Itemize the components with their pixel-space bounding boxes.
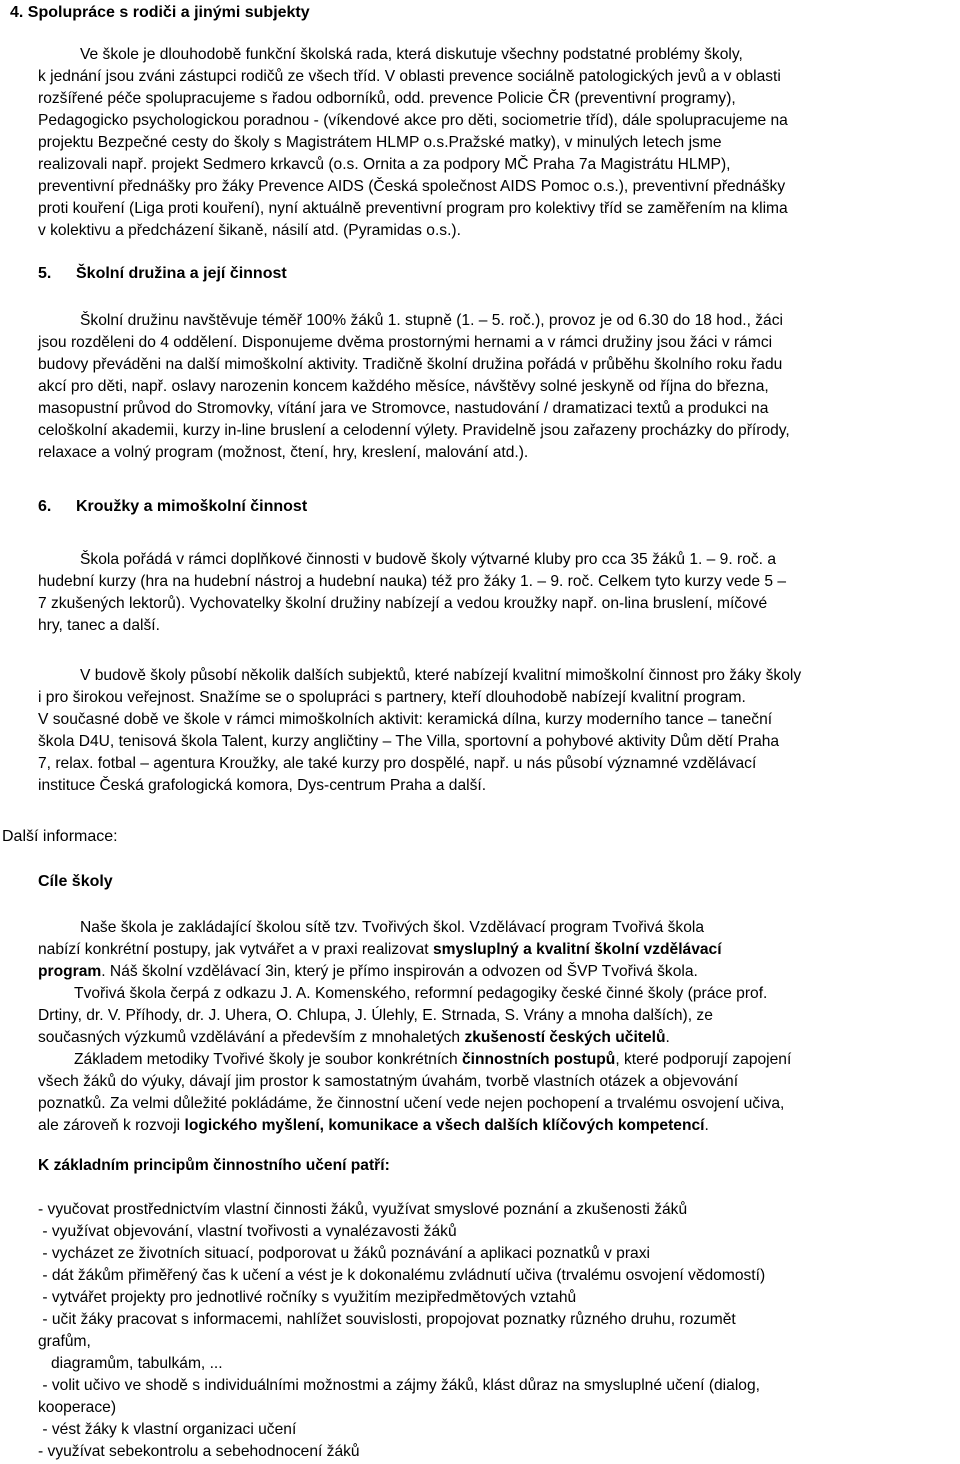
section-6-p2-line-3: V současné době ve škole v rámci mimoškolních aktivit: keramická dílna, kurzy moderního tance – taneční bbox=[38, 711, 773, 728]
section-6-p2-line-2: i pro širokou veřejnost. Snažíme se o spolupráci s partnery, kteří dlouhodobě nabízejí kvalitní program. bbox=[38, 689, 746, 706]
principle-item: - vyučovat prostřednictvím vlastní činnosti žáků, využívat smyslové poznání a zkušenosti žáků bbox=[38, 1201, 688, 1218]
principle-item: kooperace) bbox=[38, 1399, 117, 1416]
section-4-line-6: realizovali např. projekt Sedmero krkavců (o.s. Ornita a za podpory MČ Praha 7a Magistrátu HLMP), bbox=[38, 156, 731, 173]
goals-line-7-end: , které podporují zapojení bbox=[615, 1051, 792, 1068]
section-5-line-1: Školní družinu navštěvuje téměř 100% žáků 1. stupně (1. – 5. roč.), provoz je od 6.30 do 18 hod., žáci bbox=[80, 312, 783, 329]
section-5-body bbox=[38, 310, 958, 464]
principle-item: - využívat objevování, vlastní tvořivosti a vynalézavosti žáků bbox=[38, 1223, 457, 1240]
section-4-line-7: preventivní přednášky pro žáky Prevence AIDS (Česká společnost AIDS Pomoc o.s.), preventivní přednášky bbox=[38, 178, 786, 195]
goals-line-3-bold: program bbox=[38, 963, 102, 980]
section-6-title: Kroužky a mimoškolní činnost bbox=[76, 498, 308, 515]
section-4-line-5: projektu Bezpečné cesty do školy s Magistrátem HLMP o.s.Pražské matky), v minulých letech jsme bbox=[38, 134, 722, 151]
principle-item: - vést žáky k vlastní organizaci učení bbox=[38, 1421, 297, 1438]
section-5-line-4: akcí pro děti, např. oslavy narozenin koncem každého měsíce, návštěvy solné jeskyně od října do března, bbox=[38, 378, 769, 395]
principle-item: grafům, bbox=[38, 1333, 91, 1350]
section-5-line-7: relaxace a volný program (možnost, čtení, hry, kreslení, malování atd.). bbox=[38, 444, 529, 461]
principle-item: - učit žáky pracovat s informacemi, nahlížet souvislosti, propojovat poznatky různého druhu, rozumět bbox=[38, 1311, 736, 1328]
section-6-p2-line-1: V budově školy působí několik dalších subjektů, které nabízejí kvalitní mimoškolní činnost pro žáky školy bbox=[80, 667, 802, 684]
section-4-line-1: Ve škole je dlouhodobě funkční školská rada, která diskutuje všechny podstatné problémy školy, bbox=[80, 46, 743, 63]
section-5-title: Školní družina a její činnost bbox=[76, 265, 287, 282]
section-6-paragraph-2 bbox=[38, 665, 958, 797]
section-6-number: 6. bbox=[38, 498, 52, 515]
goals-line-2-text: nabízí konkrétní postupy, jak vytvářet a v praxi realizovat bbox=[38, 941, 433, 958]
goals-line-10-text: ale zároveň k rozvoji bbox=[38, 1117, 185, 1134]
principles-heading: K základním principům činnostního učení patří: bbox=[38, 1157, 390, 1174]
principle-item: - dát žákům přiměřený čas k učení a vést je k dokonalému zvládnutí učiva (trvalému osvojení vědomostí) bbox=[38, 1267, 766, 1284]
section-6-p1-line-1: Škola pořádá v rámci doplňkové činnosti v budově školy výtvarné kluby pro cca 35 žáků 1. – 9. roč. a bbox=[80, 551, 777, 568]
goals-line-7-text: Základem metodiky Tvořivé školy je soubor konkrétních bbox=[74, 1051, 462, 1068]
goals-body bbox=[38, 917, 958, 1137]
goals-line-4: Tvořivá škola čerpá z odkazu J. A. Komenského, reformní pedagogiky české činné školy (práce prof. bbox=[74, 985, 768, 1002]
section-6-heading bbox=[38, 498, 307, 516]
section-5-line-5: masopustní průvod do Stromovky, vítání jara ve Stromovce, nastudování / dramatizaci textů a produkci na bbox=[38, 400, 769, 417]
principle-item: - vytvářet projekty pro jednotlivé ročníky s využitím mezipředmětových vztahů bbox=[38, 1289, 577, 1306]
goals-line-1: Naše škola je zakládající školou sítě tzv. Tvořivých škol. Vzdělávací program Tvořivá škola bbox=[80, 919, 705, 936]
goals-line-3-text: . Náš školní vzdělávací 3in, který je přímo inspirován a odvozen od ŠVP Tvořivá škola. bbox=[101, 963, 698, 980]
section-5-line-6: celoškolní akademii, kurzy in-line bruslení a celodenní výlety. Pravidelně jsou zařazeny procházky do přírody, bbox=[38, 422, 790, 439]
section-6-p1-line-4: hry, tanec a další. bbox=[38, 617, 160, 634]
principle-item: - využívat sebekontrolu a sebehodnocení žáků bbox=[38, 1443, 360, 1460]
section-4-line-3: rozšířené péče spolupracujeme s řadou odborníků, odd. prevence Policie ČR (preventivní programy), bbox=[38, 90, 736, 107]
section-5-number: 5. bbox=[38, 265, 52, 282]
section-6-p2-line-4: škola D4U, tenisová škola Talent, kurzy angličtiny – The Villa, sportovní a pohybové aktivity Dům dětí Praha bbox=[38, 733, 780, 750]
section-5-line-2: jsou rozděleni do 4 oddělení. Disponujeme dvěma prostornými hernami a v rámci družiny jsou žáci v rámci bbox=[38, 334, 773, 351]
goals-heading: Cíle školy bbox=[38, 873, 113, 890]
goals-line-10-end: . bbox=[704, 1117, 709, 1134]
section-5-line-3: budovy převáděni na další mimoškolní aktivity. Tradičně školní družina pořádá v průběhu školního roku řadu bbox=[38, 356, 783, 373]
section-5-heading bbox=[38, 265, 287, 283]
section-4-line-4: Pedagogicko psychologickou poradnou - (víkendové akce pro děti, sociometrie tříd), dále spolupracujeme na bbox=[38, 112, 788, 129]
section-4-line-8: proti kouření (Liga proti kouření), nyní aktuálně preventivní program pro kolektivy tříd se zaměřením na klima bbox=[38, 200, 788, 217]
goals-line-6-end: . bbox=[665, 1029, 670, 1046]
further-info-label: Další informace: bbox=[2, 828, 118, 845]
section-4-body bbox=[38, 44, 958, 242]
goals-line-2-bold: smysluplný a kvalitní školní vzdělávací bbox=[432, 941, 722, 958]
goals-line-10-bold: logického myšlení, komunikace a všech dalších klíčových kompetencí bbox=[184, 1117, 705, 1134]
section-6-paragraph-1 bbox=[38, 549, 958, 637]
goals-line-9: poznatků. Za velmi důležité pokládáme, že činnostní učení vede nejen pochopení a trvalému osvojení učiva, bbox=[38, 1095, 785, 1112]
section-4-line-9: v kolektivu a předcházení šikaně, násilí atd. (Pyramidas o.s.). bbox=[38, 222, 461, 239]
section-6-p2-line-6: instituce Česká grafologická komora, Dys-centrum Praha a další. bbox=[38, 777, 487, 794]
principle-item: - vycházet ze životních situací, podporovat u žáků poznávání a aplikaci poznatků v praxi bbox=[38, 1245, 650, 1262]
goals-line-6-bold: zkušeností českých učitelů bbox=[464, 1029, 666, 1046]
principle-item: - volit učivo ve shodě s individuálními možnostmi a zájmy žáků, klást důraz na smysluplné učení (dialog, bbox=[38, 1377, 760, 1394]
section-4-line-2: k jednání jsou zváni zástupci rodičů ze všech tříd. V oblasti prevence sociálně patologických jevů a v oblasti bbox=[38, 68, 781, 85]
goals-line-8: všech žáků do výuky, dávají jim prostor k samostatným úvahám, tvorbě vlastních otázek a objevování bbox=[38, 1073, 739, 1090]
principles-list bbox=[38, 1199, 958, 1463]
goals-line-5: Drtiny, dr. V. Příhody, dr. J. Uhera, O. Chlupa, J. Úlehly, E. Strnada, S. Vrány a mnoha dalších), ze bbox=[38, 1007, 713, 1024]
section-4-heading: 4. Spolupráce s rodiči a jinými subjekty bbox=[10, 4, 310, 21]
principle-item: diagramům, tabulkám, ... bbox=[38, 1355, 223, 1372]
section-6-p1-line-3: 7 zkušených lektorů). Vychovatelky školní družiny nabízejí a vedou kroužky např. on-lina bruslení, míčové bbox=[38, 595, 768, 612]
section-6-p1-line-2: hudební kurzy (hra na hudební nástroj a hudební nauka) též pro žáky 1. – 9. roč. Celkem tyto kurzy vede 5 – bbox=[38, 573, 787, 590]
goals-line-6-text: současných výzkumů vzdělávání a především z mnohaletých bbox=[38, 1029, 465, 1046]
section-6-p2-line-5: 7, relax. fotbal – agentura Kroužky, ale také kurzy pro dospělé, např. u nás působí významné vzdělávací bbox=[38, 755, 757, 772]
goals-line-7-bold: činnostních postupů bbox=[462, 1051, 616, 1068]
